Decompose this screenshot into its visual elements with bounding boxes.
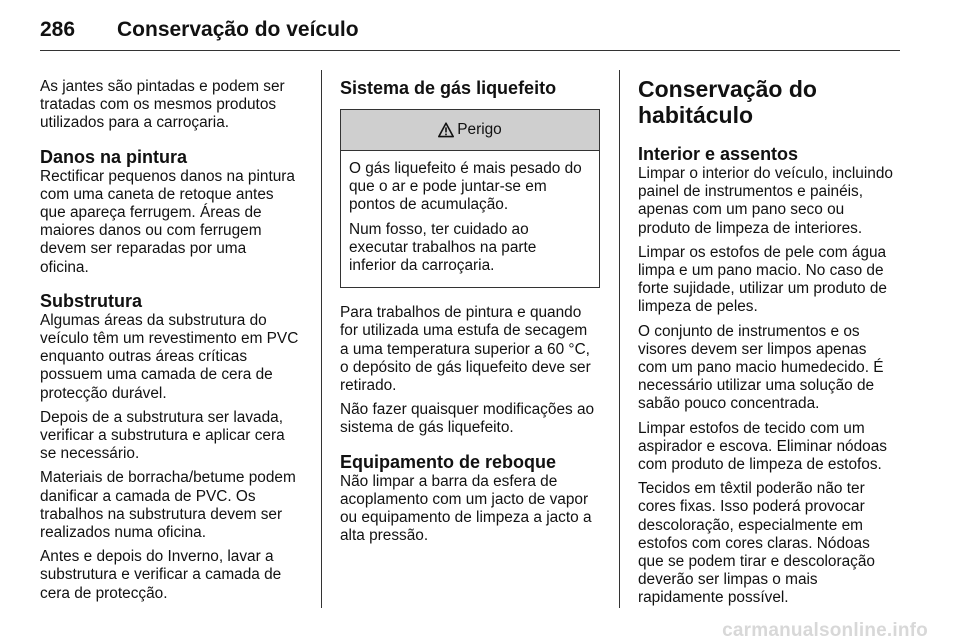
danger-title: Perigo [457, 120, 502, 138]
paragraph: Tecidos em têxtil poderão não ter cores fixas. Isso poderá provocar descoloração, especialmente em estofos com cores claras. Nódoas que se podem tirar e descoloração deverão ser limpas o mais rapidamente possível. [638, 480, 875, 607]
page-header [40, 14, 900, 51]
paragraph: Não fazer quaisquer modificações ao sistema de gás liquefeito. [340, 401, 595, 437]
paragraph: Limpar estofos de tecido com um aspirador e escova. Eliminar nódoas com produto de limpeza de estofos. [638, 419, 887, 474]
danger-header [341, 110, 599, 151]
column-divider [619, 70, 620, 608]
danger-paragraph: Num fosso, ter cuidado ao executar trabalhos na parte inferior da carroçaria. [349, 220, 537, 275]
section-paint-damage [40, 147, 306, 277]
section-heading: Danos na pintura [40, 146, 188, 167]
column-left [40, 78, 306, 609]
column-middle [340, 78, 606, 551]
chapter-title: Conservação do veículo [117, 18, 359, 41]
paragraph: Materiais de borracha/betume podem danificar a camada de PVC. Os trabalhos na substrutura devem ser realizados numa oficina. [40, 469, 296, 542]
page-number: 286 [40, 18, 76, 41]
paragraph: Rectificar pequenos danos na pintura com uma caneta de retoque antes que apareça ferrugem. Áreas de maiores danos ou com ferrugem devem ser reparadas por uma oficina. [40, 167, 295, 276]
paragraph: Depois de a substrutura ser lavada, verificar a substrutura e aplicar cera se necessário. [40, 408, 285, 463]
section-towing [340, 452, 606, 546]
section-heading: Interior e assentos [638, 144, 799, 164]
section-heading: Equipamento de reboque [340, 451, 557, 472]
danger-body [341, 151, 599, 287]
warning-triangle-icon [438, 122, 454, 138]
section-underbody [40, 291, 306, 603]
paragraph: Antes e depois do Inverno, lavar a substrutura e verificar a camada de cera de protecção. [40, 548, 282, 602]
paragraph: Não limpar a barra da esfera de acoplamento com um jacto de vapor ou equipamento de limpeza a jacto a alta pressão. [340, 472, 592, 545]
paragraph: O conjunto de instrumentos e os visores devem ser limpos apenas com um pano macio humedecido. É necessário utilizar uma solução de sabão pouco concentrada. [638, 322, 884, 413]
paragraph: Algumas áreas da substrutura do veículo têm um revestimento em PVC enquanto outras áreas críticas possuem uma camada de cera de protecção durável. [40, 311, 299, 402]
paragraph: Limpar o interior do veículo, incluindo painel de instrumentos e painéis, apenas com um pano seco ou produto de limpeza de interiores. [638, 165, 893, 237]
section-heading: Sistema de gás liquefeito [340, 78, 557, 98]
paragraph: Limpar os estofos de pele com água limpa e um pano macio. No caso de forte sujidade, utilizar um produto de limpeza de peles. [638, 243, 887, 316]
danger-box [340, 109, 600, 288]
column-divider [321, 70, 322, 608]
column-right [638, 78, 904, 614]
paragraph: Para trabalhos de pintura e quando for utilizada uma estufa de secagem a uma temperatura superior a 60 °C, o depósito de gás liquefeito deve ser retirado. [340, 304, 591, 395]
danger-paragraph: O gás liquefeito é mais pesado do que o ar e pode juntar-se em pontos de acumulação. [349, 160, 582, 214]
watermark: carmanualsonline.info [722, 620, 928, 641]
chapter-section-title: Conservação do habitáculo [638, 76, 817, 128]
section-heading: Substrutura [40, 290, 143, 311]
intro-paragraph: As jantes são pintadas e podem ser tratadas com os mesmos produtos utilizados para a carroçaria. [40, 78, 285, 132]
